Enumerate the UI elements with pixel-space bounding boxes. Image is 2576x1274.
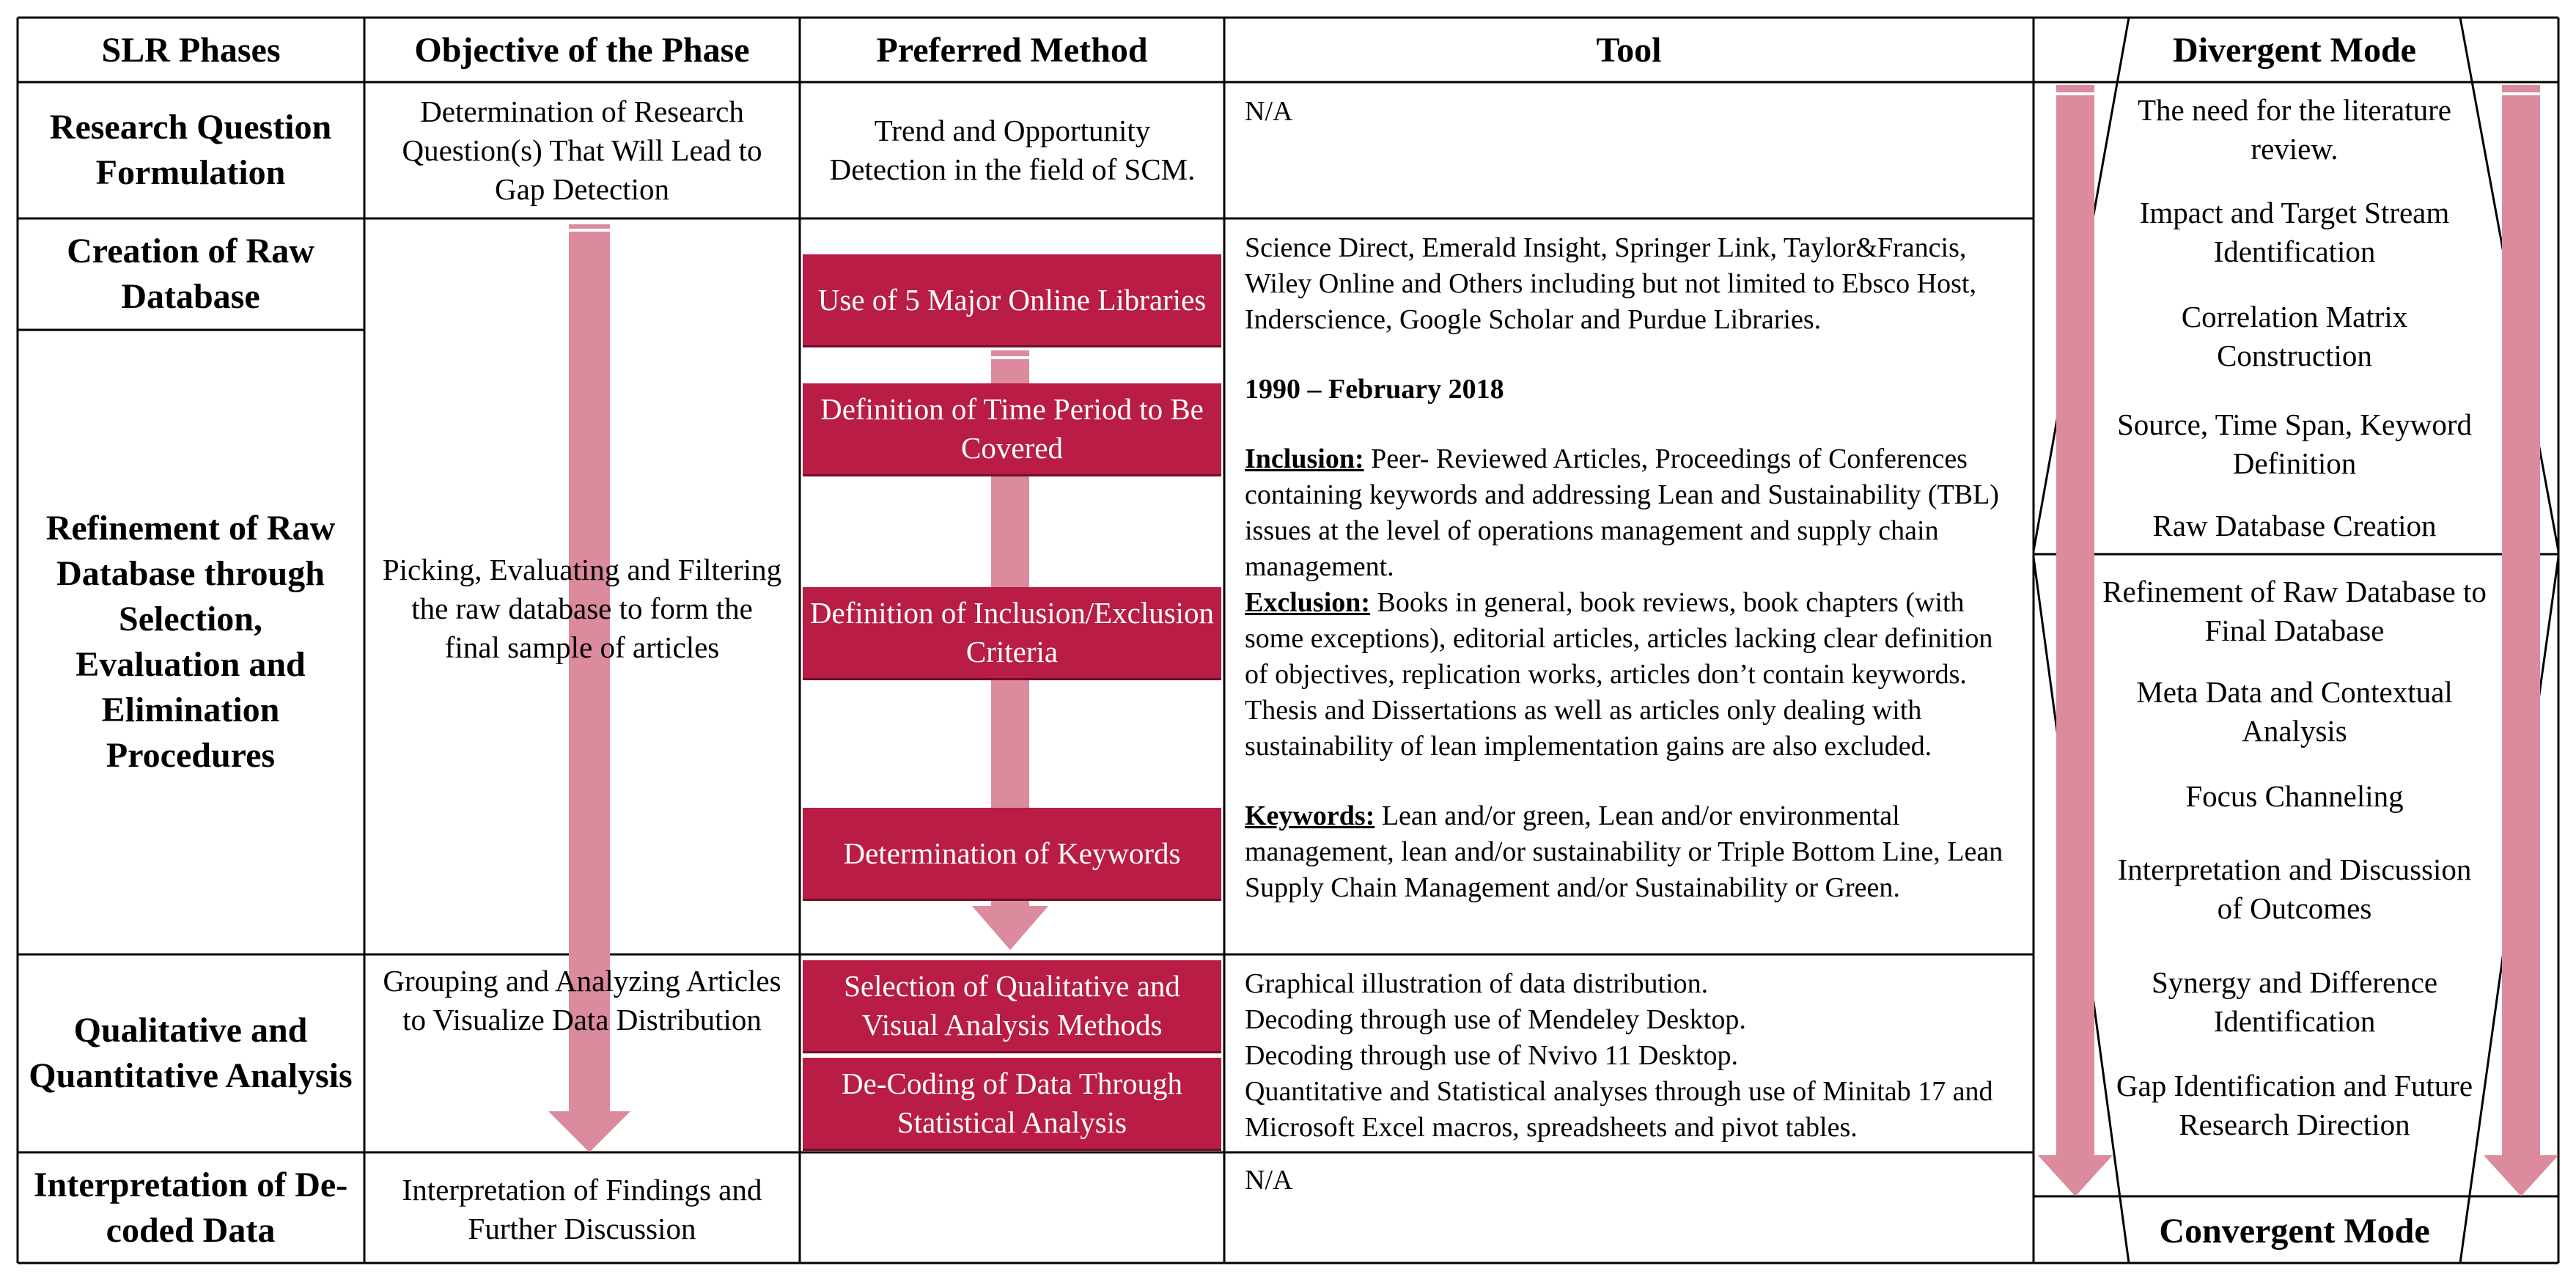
- phase-analysis: Qualitative and Quantitative Analysis: [29, 1011, 353, 1095]
- tool-time-period: 1990 – February 2018: [1245, 374, 1504, 405]
- method-box-decoding: De-Coding of Data Through Statistical Analysis: [803, 1058, 1221, 1149]
- tool-analysis-line: Decoding through use of Mendeley Desktop.: [1245, 1004, 1746, 1035]
- tool-exclusion-label: Exclusion:: [1245, 587, 1371, 618]
- header-phases: SLR Phases: [101, 30, 281, 70]
- header-tool: Tool: [1596, 30, 1662, 70]
- convergent-item: Refinement of Raw Database to Final Database: [2102, 575, 2487, 647]
- tool-inclusion-label: Inclusion:: [1245, 443, 1364, 474]
- phase-raw-database: Creation of Raw Database: [67, 232, 314, 316]
- objective-analysis: Grouping and Analyzing Articles to Visualize Data Distribution: [383, 964, 781, 1036]
- divergent-item: Raw Database Creation: [2152, 509, 2437, 542]
- tool-exclusion-text: Books in general, book reviews, book chapters (with some exceptions), editorial articles, articles lacking clear definition of objectives, replication works, articles don’t contain keywords. Thesis and Dissertations as well as articles only dealing with sustainability of lean implementation gains are also excluded.: [1245, 587, 1993, 762]
- phase-research-question: Research Question Formulation: [49, 108, 332, 192]
- convergent-item: Focus Channeling: [2185, 779, 2404, 813]
- method-box-time-period: Definition of Time Period to Be Covered: [803, 383, 1221, 474]
- objective-refinement: Picking, Evaluating and Filtering the raw database to form the final sample of articles: [382, 552, 782, 664]
- tool-keywords-label: Keywords:: [1245, 800, 1375, 831]
- tool-research-question: N/A: [1245, 96, 1293, 127]
- divergent-item: Source, Time Span, Keyword Definition: [2116, 408, 2472, 480]
- convergent-item: Interpretation and Discussion of Outcomes: [2117, 853, 2472, 925]
- phase-refinement: Refinement of Raw Database through Selection, Evaluation and Elimination Procedures: [45, 509, 336, 775]
- phase-interpretation: Interpretation of De-coded Data: [33, 1165, 348, 1250]
- divergent-item: Impact and Target Stream Identification: [2139, 196, 2450, 268]
- method-box-criteria: Definition of Inclusion/Exclusion Criteria: [803, 587, 1221, 678]
- method-trend-detection: Trend and Opportunity Detection in the field of SCM.: [829, 114, 1196, 186]
- convergent-item: Synergy and Difference Identification: [2151, 965, 2438, 1038]
- method-box-qualitative: Selection of Qualitative and Visual Analysis Methods: [803, 960, 1221, 1051]
- footer-convergent-mode: Convergent Mode: [2159, 1211, 2430, 1251]
- method-box-libraries: Use of 5 Major Online Libraries: [803, 254, 1221, 345]
- tool-libraries: Science Direct, Emerald Insight, Springer Link, Taylor&Francis, Wiley Online and Others including but not limited to Ebsco Host, Inderscience, Google Scholar and Purdue Libraries.: [1245, 232, 1976, 335]
- objective-research-question: Determination of Research Question(s) That Will Lead to Gap Detection: [402, 94, 762, 206]
- convergent-item: Gap Identification and Future Research Direction: [2116, 1069, 2473, 1141]
- tool-inclusion-text: Peer- Reviewed Articles, Proceedings of Conferences containing keywords and addressing Lean and Sustainability (TBL) issues at the level of operations management and supply chain management.: [1245, 443, 1999, 582]
- tool-keywords-text: Lean and/or green, Lean and/or environmental management, lean and/or sustainability or Triple Bottom Line, Lean Supply Chain Management and/or Sustainability or Green.: [1245, 800, 2003, 903]
- tool-analysis-line: Graphical illustration of data distribution.: [1245, 968, 1709, 999]
- header-divergent-mode: Divergent Mode: [2173, 30, 2416, 70]
- header-method: Preferred Method: [876, 30, 1148, 70]
- tool-analysis-line: Decoding through use of Nvivo 11 Desktop.: [1245, 1040, 1738, 1071]
- convergent-item: Meta Data and Contextual Analysis: [2136, 675, 2453, 748]
- tool-interpretation: N/A: [1245, 1165, 1293, 1196]
- tool-analysis-details: [1245, 966, 2019, 1146]
- tool-analysis-line: Quantitative and Statistical analyses through use of Minitab 17 and Microsoft Excel macros, spreadsheets and pivot tables.: [1245, 1076, 1993, 1143]
- divergent-item: Correlation Matrix Construction: [2181, 300, 2408, 372]
- header-objective: Objective of the Phase: [414, 30, 750, 70]
- divergent-item: The need for the literature review.: [2138, 93, 2451, 166]
- method-box-keywords: Determination of Keywords: [803, 808, 1221, 899]
- objective-interpretation: Interpretation of Findings and Further Discussion: [402, 1173, 762, 1245]
- tool-database-details: [1245, 230, 2019, 906]
